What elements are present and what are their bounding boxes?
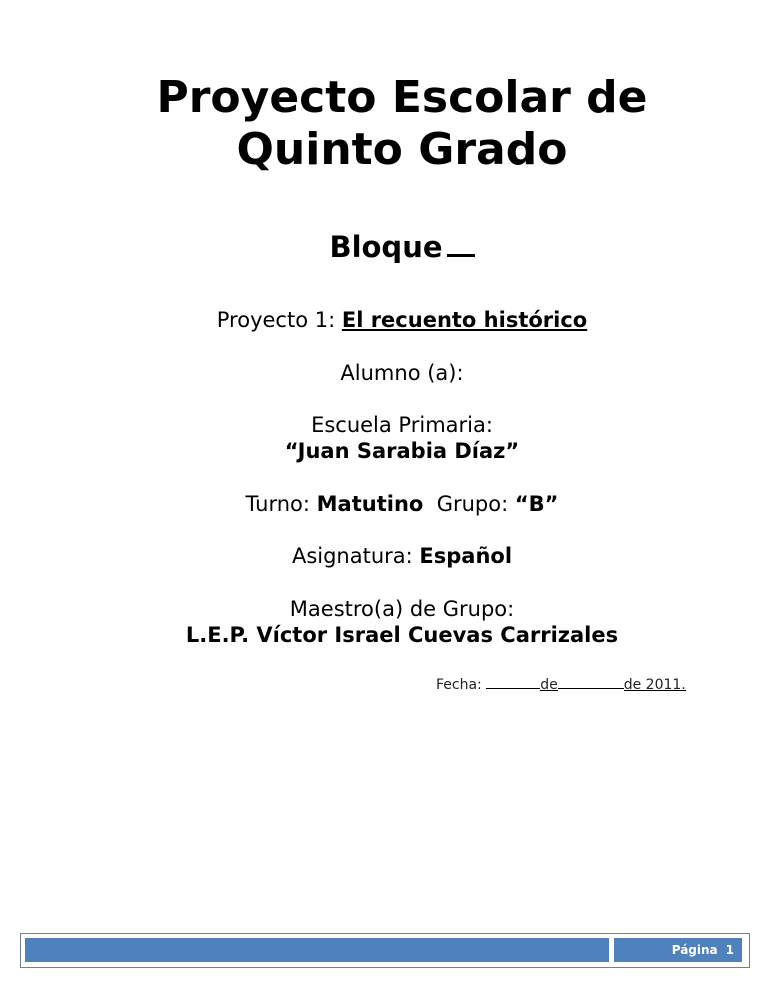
turno-label: Turno: (245, 492, 317, 516)
document-title (0, 72, 768, 176)
proyecto-label: Proyecto 1: (216, 308, 342, 332)
page-label: Página (671, 943, 718, 957)
proyecto-value: El recuento histórico (341, 308, 588, 332)
escuela-value: “Juan Sarabia Díaz” (284, 439, 520, 463)
maestro-value: L.E.P. Víctor Israel Cuevas Carrizales (185, 623, 619, 647)
bloque-heading (0, 228, 768, 265)
fecha-de-2: de 2011. (623, 677, 686, 693)
asignatura-label: Asignatura: (291, 544, 420, 568)
escuela-label: Escuela Primaria: (311, 413, 493, 437)
grupo-value: “B” (514, 492, 559, 516)
fecha-month-blank (558, 674, 624, 689)
fecha-de-1: de (540, 677, 558, 693)
fecha-line (436, 674, 686, 694)
title-line-2: Quinto Grado (236, 124, 568, 175)
grupo-label: Grupo: (436, 492, 515, 516)
turno-value: Matutino (316, 492, 424, 516)
page-number-box (614, 938, 742, 962)
page-number: 1 (725, 943, 734, 957)
title-line-1: Proyecto Escolar de (156, 72, 648, 123)
maestro-label: Maestro(a) de Grupo: (289, 597, 515, 621)
fecha-day-blank (486, 674, 540, 689)
turno-line (0, 491, 768, 517)
alumno-label: Alumno (a): (340, 361, 464, 385)
asignatura-value: Español (419, 544, 513, 568)
bloque-label: Bloque (329, 230, 443, 264)
proyecto-line (0, 307, 768, 333)
footer-bar (25, 938, 609, 962)
asignatura-line (0, 543, 768, 569)
bloque-blank-line (447, 228, 475, 257)
fecha-label: Fecha: (436, 677, 487, 693)
alumno-line (0, 360, 768, 386)
